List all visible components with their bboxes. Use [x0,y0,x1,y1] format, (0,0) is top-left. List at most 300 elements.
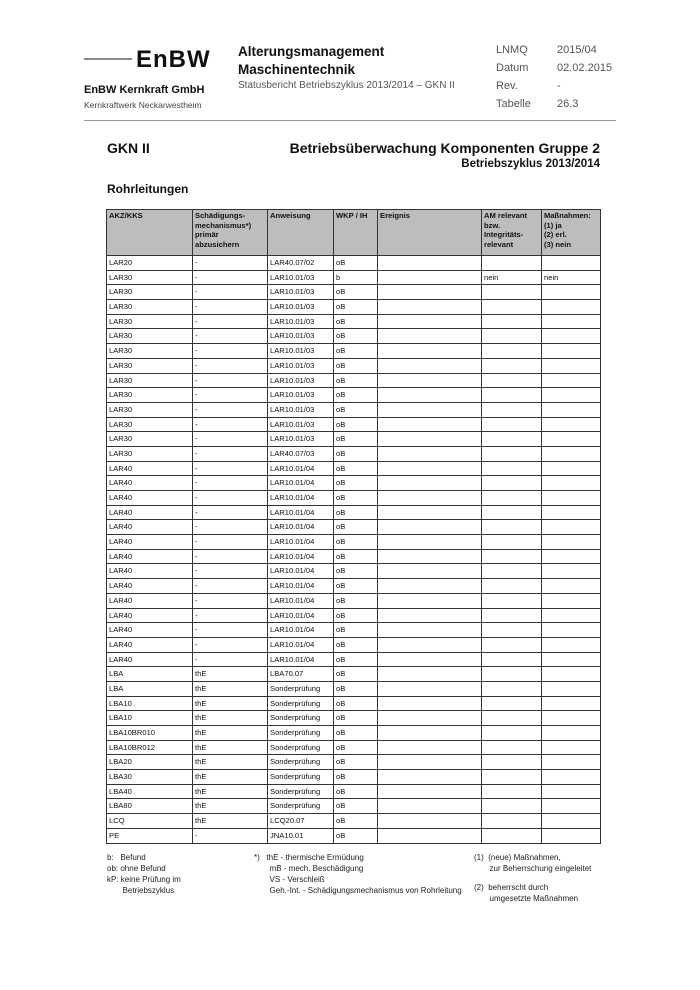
table-cell-measures [542,417,601,432]
table-cell-wkp-ih: oB [334,505,378,520]
table-cell-measures [542,726,601,741]
table-cell-akz-kks: LAR30 [107,388,193,403]
table-cell-am-relevant [482,446,542,461]
table-cell-damage-mechanism: - [193,520,268,535]
table-cell-wkp-ih: oB [334,637,378,652]
table-row [107,711,601,726]
table-cell-event [378,593,482,608]
table-cell-wkp-ih: oB [334,432,378,447]
table-row [107,799,601,814]
table-cell-instruction: LAR10.01/04 [268,461,334,476]
table-cell-event [378,696,482,711]
table-cell-akz-kks: LBA80 [107,799,193,814]
table-cell-akz-kks: LAR40 [107,608,193,623]
table-cell-event [378,637,482,652]
table-cell-akz-kks: LBA [107,667,193,682]
table-cell-event [378,505,482,520]
table-cell-am-relevant [482,579,542,594]
table-cell-akz-kks: LAR30 [107,314,193,329]
table-cell-measures [542,652,601,667]
column-header-text: Maßnahmen: [544,211,591,220]
table-cell-event [378,652,482,667]
table-cell-akz-kks: LAR40 [107,505,193,520]
table-cell-measures [542,402,601,417]
table-row [107,446,601,461]
table-cell-am-relevant [482,711,542,726]
table-cell-measures [542,579,601,594]
table-cell-akz-kks: LAR40 [107,637,193,652]
table-cell-instruction: Sonderprüfung [268,711,334,726]
footnote-legend-mechanism [254,852,462,896]
table-cell-am-relevant [482,784,542,799]
column-header-text: (3) nein [544,239,572,249]
table-row [107,329,601,344]
table-cell-damage-mechanism: - [193,476,268,491]
table-cell-event [378,329,482,344]
table-cell-am-relevant [482,681,542,696]
table-cell-wkp-ih: b [334,270,378,285]
table-cell-measures [542,388,601,403]
table-cell-wkp-ih: oB [334,461,378,476]
meta-label-rev: Rev. [496,80,518,92]
table-row [107,623,601,638]
table-cell-event [378,373,482,388]
table-cell-instruction: LAR10.01/03 [268,402,334,417]
table-cell-damage-mechanism: - [193,446,268,461]
table-cell-event [378,814,482,829]
footnote-line: Geh.-Int. - Schädigungsmechanismus von Rohrleitung [254,886,462,895]
table-cell-wkp-ih: oB [334,314,378,329]
table-cell-event [378,446,482,461]
column-header-wkp-ih [334,210,378,256]
table-cell-damage-mechanism: - [193,491,268,506]
table-cell-akz-kks: LAR40 [107,564,193,579]
table-cell-instruction: LAR10.01/03 [268,344,334,359]
table-cell-akz-kks: LAR30 [107,300,193,315]
table-cell-damage-mechanism: thE [193,681,268,696]
table-cell-measures [542,770,601,785]
column-header-text: AKZ/KKS [109,211,143,220]
table-cell-damage-mechanism: - [193,461,268,476]
table-cell-am-relevant [482,505,542,520]
table-cell-measures [542,358,601,373]
logo-accent-line [84,58,132,60]
table-cell-measures [542,446,601,461]
table-cell-event [378,476,482,491]
table-cell-am-relevant [482,285,542,300]
table-cell-am-relevant [482,314,542,329]
table-cell-wkp-ih: oB [334,608,378,623]
footnote-line: zur Beherrschung eingeleitet [474,864,592,873]
table-cell-wkp-ih: oB [334,476,378,491]
table-cell-instruction: LAR10.01/04 [268,623,334,638]
table-cell-event [378,314,482,329]
table-cell-am-relevant [482,520,542,535]
table-cell-event [378,270,482,285]
table-cell-event [378,535,482,550]
unit-label: GKN II [107,140,150,156]
column-header-text: (1) ja [544,220,562,230]
meta-value-datum: 02.02.2015 [557,62,613,74]
table-cell-am-relevant [482,417,542,432]
table-cell-instruction: LAR40.07/03 [268,446,334,461]
table-cell-event [378,491,482,506]
table-cell-damage-mechanism: - [193,608,268,623]
table-cell-instruction: Sonderprüfung [268,681,334,696]
table-cell-akz-kks: LAR30 [107,285,193,300]
table-cell-measures [542,799,601,814]
table-cell-instruction: LAR10.01/03 [268,300,334,315]
table-row [107,314,601,329]
table-row [107,432,601,447]
table-body [107,256,601,844]
table-cell-wkp-ih: oB [334,726,378,741]
table-row [107,667,601,682]
table-cell-am-relevant [482,593,542,608]
table-cell-event [378,300,482,315]
table-cell-event [378,799,482,814]
table-row [107,814,601,829]
company-logo: EnBW [136,46,211,73]
footnote-line: b: Befund [107,853,146,862]
table-cell-instruction: LAR10.01/03 [268,432,334,447]
column-header-text: Schädigungs- [195,211,246,220]
table-cell-event [378,388,482,403]
table-cell-akz-kks: LAR40 [107,593,193,608]
table-cell-event [378,579,482,594]
table-row [107,520,601,535]
table-cell-instruction: LAR10.01/04 [268,491,334,506]
table-cell-wkp-ih: oB [334,549,378,564]
column-header-text: Anweisung [270,211,311,220]
table-cell-wkp-ih: oB [334,828,378,843]
table-row [107,344,601,359]
table-cell-wkp-ih: oB [334,417,378,432]
table-row [107,300,601,315]
table-cell-akz-kks: LAR40 [107,491,193,506]
table-cell-akz-kks: LAR30 [107,432,193,447]
table-cell-event [378,417,482,432]
column-header-akz-kks [107,210,193,256]
table-row [107,285,601,300]
table-cell-am-relevant [482,432,542,447]
column-header-text: WKP / IH [336,211,368,220]
footnote-line: umgesetzte Maßnahmen [474,894,579,903]
table-row [107,476,601,491]
table-cell-measures [542,623,601,638]
table-cell-measures [542,476,601,491]
table-cell-wkp-ih: oB [334,373,378,388]
column-header-text: relevant [484,239,514,249]
table-cell-measures [542,828,601,843]
table-cell-akz-kks: LBA10BR010 [107,726,193,741]
table-row [107,373,601,388]
table-row [107,828,601,843]
document-title-line1: Alterungsmanagement [238,44,385,59]
footnote-line: (1) (neue) Maßnahmen, [474,853,561,862]
table-cell-event [378,681,482,696]
table-row [107,770,601,785]
table-cell-am-relevant [482,652,542,667]
table-row [107,535,601,550]
table-cell-instruction: LAR10.01/04 [268,579,334,594]
table-cell-measures [542,314,601,329]
table-cell-instruction: LAR10.01/03 [268,314,334,329]
table-cell-damage-mechanism: - [193,256,268,271]
table-cell-instruction: LAR10.01/03 [268,329,334,344]
table-cell-wkp-ih: oB [334,784,378,799]
table-cell-akz-kks: LAR40 [107,461,193,476]
table-cell-am-relevant [482,461,542,476]
table-row [107,388,601,403]
table-cell-damage-mechanism: thE [193,711,268,726]
table-cell-instruction: Sonderprüfung [268,784,334,799]
table-row [107,652,601,667]
table-cell-instruction: LAR40.07/02 [268,256,334,271]
table-cell-akz-kks: LCQ [107,814,193,829]
table-cell-am-relevant [482,535,542,550]
table-cell-damage-mechanism: - [193,432,268,447]
column-header-text: mechanismus*) [195,220,252,230]
table-cell-instruction: LAR10.01/04 [268,520,334,535]
table-cell-akz-kks: LBA [107,681,193,696]
section-heading: Rohrleitungen [107,182,189,196]
table-cell-am-relevant [482,623,542,638]
table-cell-event [378,828,482,843]
table-header-row [107,210,601,256]
table-cell-damage-mechanism: - [193,344,268,359]
table-cell-event [378,256,482,271]
table-row [107,270,601,285]
footnote-line: Betriebszyklus [107,886,175,895]
table-cell-measures [542,373,601,388]
table-row [107,579,601,594]
table-cell-akz-kks: LAR40 [107,535,193,550]
footnote-line: mB - mech. Beschädigung [254,864,364,873]
table-cell-measures [542,564,601,579]
footnote-line: VS - Verschleiß [254,875,325,884]
column-header-text: (2) erl. [544,230,567,239]
table-row [107,417,601,432]
table-cell-measures [542,637,601,652]
table-cell-measures [542,755,601,770]
table-cell-instruction: LAR10.01/04 [268,505,334,520]
table-cell-damage-mechanism: thE [193,740,268,755]
footnote-legend-measures [474,852,591,904]
table-cell-am-relevant [482,828,542,843]
table-cell-wkp-ih: oB [334,593,378,608]
table-row [107,491,601,506]
table-cell-am-relevant [482,256,542,271]
table-cell-event [378,755,482,770]
table-row [107,402,601,417]
table-row [107,549,601,564]
table-cell-instruction: LAR10.01/03 [268,285,334,300]
table-cell-damage-mechanism: - [193,270,268,285]
table-cell-instruction: Sonderprüfung [268,799,334,814]
column-header-am-relevant [482,210,542,256]
table-cell-instruction: LBA70.07 [268,667,334,682]
monitoring-table [106,209,601,844]
table-cell-measures [542,285,601,300]
table-cell-instruction: LAR10.01/04 [268,476,334,491]
table-cell-wkp-ih: oB [334,696,378,711]
table-cell-measures [542,608,601,623]
table-cell-wkp-ih: oB [334,344,378,359]
table-cell-akz-kks: LAR20 [107,256,193,271]
table-cell-damage-mechanism: - [193,402,268,417]
table-row [107,256,601,271]
table-cell-damage-mechanism: thE [193,726,268,741]
table-cell-event [378,564,482,579]
table-row [107,608,601,623]
table-cell-event [378,608,482,623]
table-cell-instruction: LAR10.01/03 [268,358,334,373]
table-cell-measures [542,711,601,726]
table-cell-instruction: JNA10.01 [268,828,334,843]
page-title: Betriebsüberwachung Komponenten Gruppe 2 [289,140,600,156]
company-name: EnBW Kernkraft GmbH [84,84,205,96]
table-cell-damage-mechanism: - [193,285,268,300]
table-cell-am-relevant [482,814,542,829]
table-cell-wkp-ih: oB [334,579,378,594]
table-cell-instruction: LAR10.01/04 [268,564,334,579]
table-cell-measures [542,432,601,447]
table-cell-akz-kks: LAR40 [107,579,193,594]
table-cell-wkp-ih: oB [334,681,378,696]
table-cell-instruction: LAR10.01/03 [268,373,334,388]
table-cell-instruction: Sonderprüfung [268,770,334,785]
table-cell-am-relevant [482,726,542,741]
table-row [107,461,601,476]
table-cell-am-relevant [482,564,542,579]
column-header-text: Ereignis [380,211,410,220]
table-cell-akz-kks: LAR30 [107,329,193,344]
table-cell-measures [542,593,601,608]
meta-label-datum: Datum [496,62,529,74]
table-cell-measures [542,344,601,359]
table-cell-event [378,667,482,682]
table-cell-instruction: LCQ20.07 [268,814,334,829]
table-cell-akz-kks: LAR40 [107,652,193,667]
table-cell-wkp-ih: oB [334,814,378,829]
column-header-text: bzw. [484,220,501,230]
table-cell-event [378,358,482,373]
table-cell-measures [542,784,601,799]
column-header-damage-mechanism [193,210,268,256]
table-cell-damage-mechanism: - [193,314,268,329]
table-cell-am-relevant [482,300,542,315]
table-cell-event [378,402,482,417]
table-cell-measures [542,491,601,506]
table-cell-am-relevant [482,388,542,403]
table-cell-wkp-ih: oB [334,446,378,461]
column-header-text: AM relevant [484,211,528,220]
table-cell-measures [542,740,601,755]
table-cell-measures [542,535,601,550]
table-cell-akz-kks: LAR40 [107,520,193,535]
table-cell-damage-mechanism: - [193,535,268,550]
table-cell-wkp-ih: oB [334,667,378,682]
table-cell-event [378,726,482,741]
table-cell-damage-mechanism: thE [193,696,268,711]
column-header-instruction [268,210,334,256]
table-row [107,637,601,652]
table-cell-wkp-ih: oB [334,491,378,506]
table-cell-damage-mechanism: - [193,593,268,608]
table-row [107,358,601,373]
table-cell-akz-kks: LAR30 [107,417,193,432]
document-title-line2: Maschinentechnik [238,62,356,77]
table-cell-damage-mechanism: - [193,637,268,652]
table-cell-wkp-ih: oB [334,740,378,755]
table-cell-wkp-ih: oB [334,402,378,417]
table-cell-damage-mechanism: - [193,549,268,564]
table-row [107,740,601,755]
table-cell-wkp-ih: oB [334,329,378,344]
table-cell-wkp-ih: oB [334,623,378,638]
table-cell-instruction: LAR10.01/03 [268,388,334,403]
table-cell-event [378,461,482,476]
plant-name: Kernkraftwerk Neckarwestheim [84,100,202,110]
table-cell-damage-mechanism: - [193,373,268,388]
footnote-line: ob: ohne Befund [107,864,166,873]
table-cell-measures [542,667,601,682]
table-cell-measures [542,300,601,315]
table-cell-akz-kks: LBA20 [107,755,193,770]
table-cell-instruction: Sonderprüfung [268,755,334,770]
table-cell-akz-kks: LBA30 [107,770,193,785]
table-cell-event [378,623,482,638]
table-cell-am-relevant [482,549,542,564]
table-cell-am-relevant [482,770,542,785]
table-cell-measures [542,256,601,271]
table-cell-damage-mechanism: thE [193,814,268,829]
table-cell-instruction: LAR10.01/03 [268,417,334,432]
table-cell-wkp-ih: oB [334,755,378,770]
table-cell-damage-mechanism: - [193,300,268,315]
table-cell-damage-mechanism: - [193,652,268,667]
column-header-measures [542,210,601,256]
table-cell-akz-kks: LBA10 [107,711,193,726]
table-cell-wkp-ih: oB [334,256,378,271]
table-cell-akz-kks: PE [107,828,193,843]
table-cell-damage-mechanism: thE [193,770,268,785]
footnote-line: (2) beherrscht durch [474,883,549,892]
table-cell-am-relevant [482,667,542,682]
table-cell-measures [542,329,601,344]
table-row [107,681,601,696]
table-row [107,505,601,520]
table-cell-damage-mechanism: thE [193,667,268,682]
table-cell-am-relevant [482,637,542,652]
column-header-text: abzusichern [195,239,240,249]
table-cell-damage-mechanism: thE [193,784,268,799]
table-cell-am-relevant [482,476,542,491]
table-cell-instruction: LAR10.01/04 [268,593,334,608]
table-cell-measures [542,681,601,696]
table-cell-event [378,784,482,799]
meta-value-tabelle: 26.3 [557,98,579,110]
table-cell-akz-kks: LAR40 [107,549,193,564]
table-cell-damage-mechanism: - [193,828,268,843]
table-cell-am-relevant [482,329,542,344]
table-cell-wkp-ih: oB [334,388,378,403]
footnote-line: *) thE - thermische Ermüdung [254,853,364,862]
table-row [107,784,601,799]
table-cell-wkp-ih: oB [334,535,378,550]
table-cell-akz-kks: LAR30 [107,446,193,461]
